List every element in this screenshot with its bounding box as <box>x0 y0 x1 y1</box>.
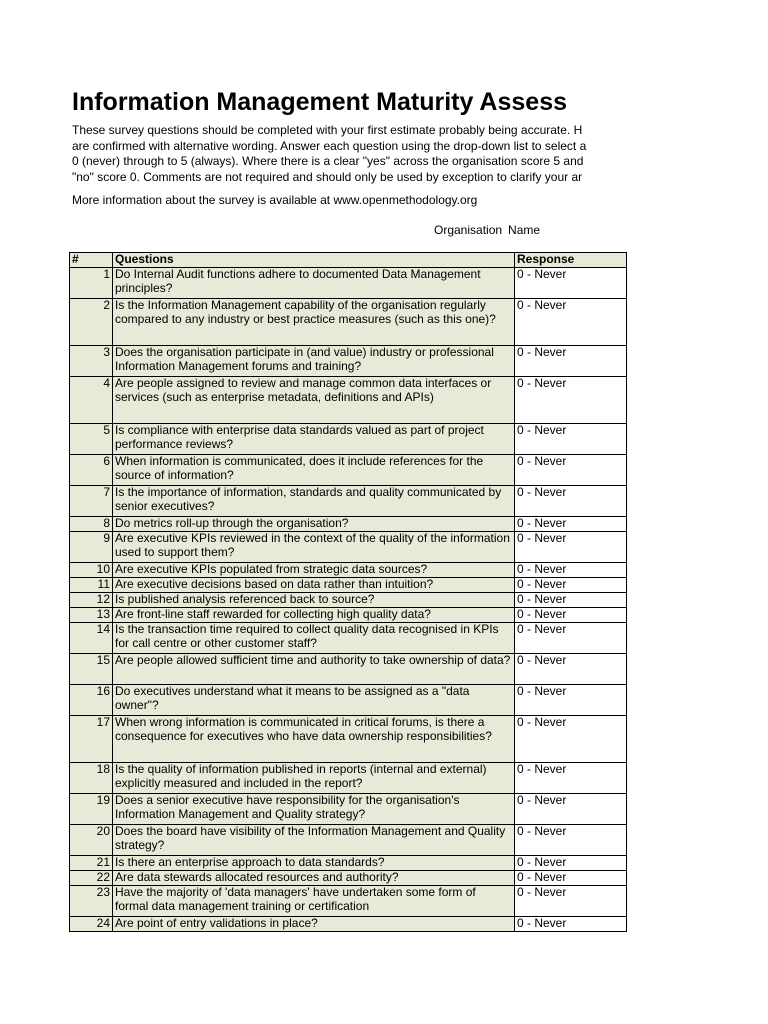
table-header-row <box>70 253 627 268</box>
table-row <box>70 886 627 917</box>
organisation-name-row <box>434 223 540 237</box>
question-text: Are people assigned to review and manage common data interfaces or services (such as enterprise metadata, definitions and APIs) <box>113 377 515 424</box>
question-number: 6 <box>70 455 113 486</box>
response-dropdown[interactable]: 0 - Never <box>515 623 627 654</box>
response-dropdown[interactable]: 0 - Never <box>515 856 627 871</box>
question-text: Are point of entry validations in place? <box>113 917 515 932</box>
question-number: 3 <box>70 346 113 377</box>
more-info-text: More information about the survey is available at www.openmethodology.org <box>72 193 478 207</box>
question-number: 8 <box>70 517 113 532</box>
question-text: Are executive KPIs populated from strategic data sources? <box>113 563 515 578</box>
table-row <box>70 623 627 654</box>
survey-table <box>69 252 627 932</box>
question-number: 20 <box>70 825 113 856</box>
question-text: Is the importance of information, standards and quality communicated by senior executives? <box>113 486 515 517</box>
question-number: 23 <box>70 886 113 917</box>
question-number: 7 <box>70 486 113 517</box>
table-row <box>70 593 627 608</box>
question-text: Have the majority of 'data managers' have undertaken some form of formal data management training or certification <box>113 886 515 917</box>
question-number: 4 <box>70 377 113 424</box>
question-text: When information is communicated, does it include references for the source of information? <box>113 455 515 486</box>
response-dropdown[interactable]: 0 - Never <box>515 563 627 578</box>
response-dropdown[interactable]: 0 - Never <box>515 578 627 593</box>
question-number: 22 <box>70 871 113 886</box>
response-dropdown[interactable]: 0 - Never <box>515 424 627 455</box>
response-dropdown[interactable]: 0 - Never <box>515 794 627 825</box>
response-dropdown[interactable]: 0 - Never <box>515 593 627 608</box>
response-dropdown[interactable]: 0 - Never <box>515 532 627 563</box>
question-text: Is the Information Management capability of the organisation regularly compared to any industry or best practice measures (such as this one)? <box>113 299 515 346</box>
table-row <box>70 685 627 716</box>
table-row <box>70 299 627 346</box>
response-dropdown[interactable]: 0 - Never <box>515 763 627 794</box>
response-dropdown[interactable]: 0 - Never <box>515 299 627 346</box>
table-row <box>70 608 627 623</box>
question-number: 24 <box>70 917 113 932</box>
question-text: Are people allowed sufficient time and authority to take ownership of data? <box>113 654 515 685</box>
response-dropdown[interactable]: 0 - Never <box>515 871 627 886</box>
response-dropdown[interactable]: 0 - Never <box>515 886 627 917</box>
question-text: Do Internal Audit functions adhere to documented Data Management principles? <box>113 268 515 299</box>
response-dropdown[interactable]: 0 - Never <box>515 517 627 532</box>
survey-body <box>70 268 627 932</box>
question-text: Do executives understand what it means to be assigned as a "data owner"? <box>113 685 515 716</box>
question-text: Are executive KPIs reviewed in the context of the quality of the information used to support them? <box>113 532 515 563</box>
question-text: Does a senior executive have responsibility for the organisation's Information Management and Quality strategy? <box>113 794 515 825</box>
instruction-line: These survey questions should be completed with your first estimate probably being accurate. H <box>72 123 583 137</box>
question-text: Is there an enterprise approach to data standards? <box>113 856 515 871</box>
table-row <box>70 871 627 886</box>
question-text: Are data stewards allocated resources and authority? <box>113 871 515 886</box>
question-number: 18 <box>70 763 113 794</box>
question-text: Does the organisation participate in (and value) industry or professional Information Management forums and training? <box>113 346 515 377</box>
response-dropdown[interactable]: 0 - Never <box>515 654 627 685</box>
question-number: 1 <box>70 268 113 299</box>
table-row <box>70 763 627 794</box>
table-row <box>70 517 627 532</box>
table-row <box>70 578 627 593</box>
table-row <box>70 856 627 871</box>
table-row <box>70 424 627 455</box>
question-text: Do metrics roll-up through the organisation? <box>113 517 515 532</box>
response-dropdown[interactable]: 0 - Never <box>515 377 627 424</box>
response-dropdown[interactable]: 0 - Never <box>515 346 627 377</box>
instruction-line: "no" score 0. Comments are not required and should only be used by exception to clarify your ar <box>72 169 583 184</box>
response-dropdown[interactable]: 0 - Never <box>515 685 627 716</box>
question-text: Is the quality of information published in reports (internal and external) explicitly measured and included in the report? <box>113 763 515 794</box>
response-dropdown[interactable]: 0 - Never <box>515 608 627 623</box>
response-dropdown[interactable]: 0 - Never <box>515 716 627 763</box>
table-row <box>70 455 627 486</box>
instructions <box>72 123 586 185</box>
instruction-line: are confirmed with alternative wording. Answer each question using the drop-down list to select a <box>72 138 587 153</box>
question-number: 17 <box>70 716 113 763</box>
question-number: 21 <box>70 856 113 871</box>
response-dropdown[interactable]: 0 - Never <box>515 917 627 932</box>
table-row <box>70 794 627 825</box>
question-text: When wrong information is communicated in critical forums, is there a consequence for executives who have data ownership responsibilities? <box>113 716 515 763</box>
table-row <box>70 563 627 578</box>
response-dropdown[interactable]: 0 - Never <box>515 268 627 299</box>
header-response: Response <box>515 253 627 268</box>
response-dropdown[interactable]: 0 - Never <box>515 825 627 856</box>
table-row <box>70 654 627 685</box>
page-title: Information Management Maturity Assess <box>72 88 568 116</box>
question-number: 15 <box>70 654 113 685</box>
table-row <box>70 532 627 563</box>
table-row <box>70 917 627 932</box>
table-row <box>70 346 627 377</box>
response-dropdown[interactable]: 0 - Never <box>515 455 627 486</box>
question-text: Is published analysis referenced back to source? <box>113 593 515 608</box>
instruction-line: 0 (never) through to 5 (always). Where there is a clear "yes" across the organisation score 5 and <box>72 154 584 168</box>
question-text: Are front-line staff rewarded for collecting high quality data? <box>113 608 515 623</box>
header-number: # <box>70 253 113 268</box>
question-number: 2 <box>70 299 113 346</box>
question-text: Are executive decisions based on data rather than intuition? <box>113 578 515 593</box>
question-number: 10 <box>70 563 113 578</box>
response-dropdown[interactable]: 0 - Never <box>515 486 627 517</box>
question-number: 14 <box>70 623 113 654</box>
organisation-label: Organisation <box>434 223 503 237</box>
question-number: 19 <box>70 794 113 825</box>
question-text: Is compliance with enterprise data standards valued as part of project performance reviews? <box>113 424 515 455</box>
question-number: 9 <box>70 532 113 563</box>
question-number: 12 <box>70 593 113 608</box>
question-text: Is the transaction time required to collect quality data recognised in KPIs for call centre or other customer staff? <box>113 623 515 654</box>
question-text: Does the board have visibility of the Information Management and Quality strategy? <box>113 825 515 856</box>
header-questions: Questions <box>113 253 515 268</box>
question-number: 16 <box>70 685 113 716</box>
question-number: 13 <box>70 608 113 623</box>
question-number: 5 <box>70 424 113 455</box>
table-row <box>70 716 627 763</box>
table-row <box>70 825 627 856</box>
question-number: 11 <box>70 578 113 593</box>
table-row <box>70 377 627 424</box>
table-row <box>70 486 627 517</box>
name-label: Name <box>508 223 541 237</box>
table-row <box>70 268 627 299</box>
